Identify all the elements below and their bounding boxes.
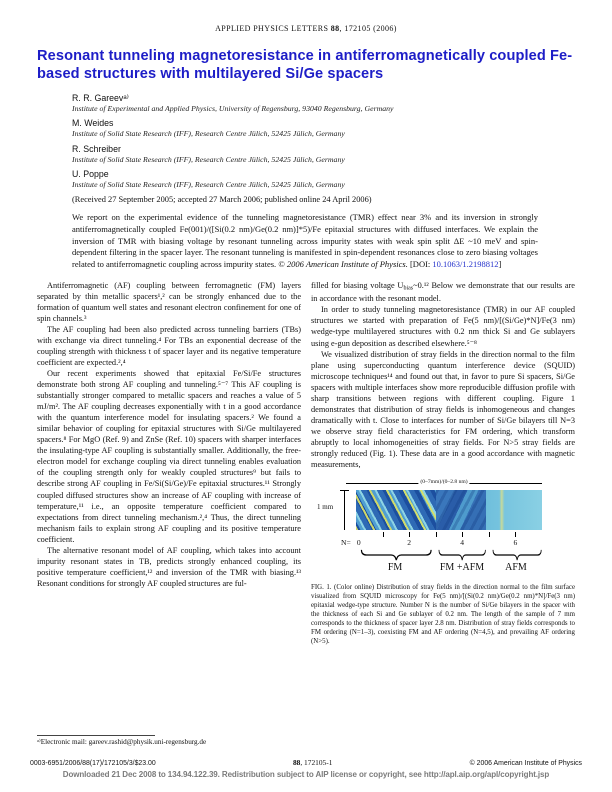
journal-name: APPLIED PHYSICS LETTERS — [215, 24, 331, 33]
squid-microscopy-image — [356, 490, 542, 530]
received-line: (Received 27 September 2005; accepted 27 March 2006; published online 24 April 2006) — [72, 195, 372, 205]
paragraph-text: filled for biasing voltage U — [311, 280, 404, 290]
abstract-text: We report on the experimental evidence of the tunneling magnetoresistance (TMR) effect near 3% and its inversion in strongly antiferromagnetically coupled Fe(001)/([Si(0.2 nm)/Ge(0.2 nm)]*5)/Fe epitaxial structures with diffused interfaces. We explain the inversion of TMR with biasing voltage by resonant tunneling across impurity states with weak spin split ΔE ~10 meV and spin-dependent filtering in the spacer layer. The resonant tunneling is manifested in spin-dependent resonances close to zero biasing voltages related to antiferromagnetic coupling across impurity states. — [72, 212, 538, 270]
paper-title: Resonant tunneling magnetoresistance in antiferromagnetically coupled Fe-based structures with multilayered Si/Ge spacers — [37, 48, 573, 82]
author-name: M. Weides — [72, 118, 114, 129]
author-affiliation: Institute of Solid State Research (IFF), Research Centre Jülich, 52425 Jülich, Germany — [72, 154, 345, 164]
axis-tick-label: 4 — [460, 537, 465, 547]
paragraph — [311, 280, 575, 305]
axis-tick-label: 0 — [356, 537, 361, 547]
figure-vertical-scalebar — [311, 490, 356, 530]
image-region-fm-afm — [436, 490, 486, 530]
page-footer — [30, 758, 582, 767]
journal-issue: , 172105 (2006) — [339, 24, 397, 33]
footer-issn: 0003-6951/2006/88(17)/172105/3/$23.00 — [30, 760, 156, 767]
paragraph: The alternative resonant model of AF coupling, which takes into account impurity resonant states in TB, predicts strongly enhanced coupling, its positive temperature coefficient,¹² and inversion of the TMR with biasing.¹³ Resonant conditions for strongly AF coupled structures are ful- — [37, 545, 301, 588]
footer-volume: 88 — [292, 758, 301, 767]
author-block — [72, 169, 575, 189]
brace-afm — [492, 549, 542, 561]
author-name: R. R. Gareevᵃ⁾ — [72, 93, 129, 103]
doi-link[interactable]: 10.1063/1.2198812 — [432, 259, 499, 270]
author-affiliation: Institute of Experimental and Applied Physics, University of Regensburg, 93040 Regensburg, Germany — [72, 103, 394, 113]
axis-tick-label: 2 — [407, 537, 412, 547]
image-region-afm — [486, 490, 542, 530]
brace-fm-afm — [438, 549, 486, 561]
author-block — [72, 144, 575, 164]
author-affiliation: Institute of Solid State Research (IFF), Research Centre Jülich, 52425 Jülich, Germany — [72, 179, 345, 189]
author-name: R. Schreiber — [72, 143, 121, 154]
axis-tick — [462, 532, 463, 537]
journal-header — [37, 24, 575, 33]
paragraph: In order to study tunneling magnetoresistance (TMR) in our AF coupled structures we started with preparation of Fe(5 nm)/[(Si/Ge)*N]/Fe(3 nm) wedge-type multilayered structures with 0.2 nm thick Si and Ge sublayers using e-gun deposition as described elsewhere.⁵⁻⁸ — [311, 305, 575, 348]
author-list — [72, 93, 575, 189]
footer-page-number — [293, 758, 332, 767]
axis-tick — [515, 532, 516, 537]
author-affiliation: Institute of Solid State Research (IFF), Research Centre Jülich, 52425 Jülich, Germany — [72, 129, 345, 139]
region-label-afm: AFM — [505, 561, 527, 573]
figure-region-labels — [356, 562, 542, 575]
figure-top-scale — [346, 479, 542, 486]
author-block — [72, 93, 575, 113]
axis-tick — [436, 532, 437, 537]
paragraph: We visualized distribution of stray fields in the direction normal to the film plane using superconducting quantum interference device (SQUID) microscope techniques¹⁴ and found out that, in favor to pure Si spacers, Si/Ge spacers with multiple interfaces show more reproducible diffusion profile with sharp transitions between regions with different coupling. Figure 1 demonstrates that distribution of stray fields is inhomogeneous and changes dramatically with t. Close to interfaces for number of Si/Ge bilayers till N=3 we observe stray field characteristics for FM ordering, which transform abruptly to local inhomogeneities of stray fields. For N>5 stray fields are strongly reduced (Fig. 1). These data are in a good accordance with magnetic measurements, — [311, 349, 575, 469]
scalebar-label: 1 mm — [317, 502, 334, 511]
footer-page-rest: , 172105-1 — [300, 758, 333, 767]
figure-axis — [341, 530, 542, 547]
brace-fm — [360, 549, 433, 561]
subscript-bias: bias — [403, 285, 414, 292]
footnote-email: ᵃ⁾Electronic mail: gareev.rashid@physik.uni-regensburg.de — [37, 738, 207, 746]
footnote-rule — [37, 735, 155, 736]
axis-tick — [489, 532, 490, 537]
two-column-body — [37, 280, 575, 710]
abstract — [72, 212, 538, 271]
download-notice: Downloaded 21 Dec 2008 to 134.94.122.39. Redistribution subject to AIP license or copyright, see http://apl.aip.org/apl/copyright.jsp — [62, 770, 550, 779]
figure-braces — [356, 549, 542, 562]
scalebar-line — [344, 490, 345, 530]
axis-tick — [383, 532, 384, 537]
axis-tick — [409, 532, 410, 537]
region-label-fm-afm: FM +AFM — [439, 561, 485, 573]
doi-label: [DOI: — [407, 259, 433, 270]
figure-caption: FIG. 1. (Color online) Distribution of stray fields in the direction normal to the film surface visualized from SQUID microscopy for Fe(5 nm)/[(Si(0.2 nm)/Ge(0.2 nm)*N]/Fe(3 nm) epitaxial wedge-type structure. Number N is the number of Si/Ge bilayers in the spacer with the thickness of each Si and Ge sublayer of 0.2 nm. The length of the sample of 7 mm corresponds to the thickness of spacer layer 2.8 nm. Distribution of stray fields corresponds to FM ordering (N=1–3), coexisting FM and AF ordering (N=4,5), and prevailing AF ordering (N>5). — [311, 583, 575, 645]
footnote-block — [37, 735, 301, 747]
paragraph: The AF coupling had been also predicted across tunneling barriers (TBs) with exchange via direct tunneling.⁴ For TBs an exponential decrease of the coupling strength with thickness t of spacer layer and its negative temperature coefficient are expected.²,⁴ — [37, 325, 301, 368]
axis-tick-label: 6 — [513, 537, 518, 547]
abstract-copyright: © 2006 American Institute of Physics. — [278, 259, 408, 270]
paragraph: Our recent experiments showed that epitaxial Fe/Si/Fe structures demonstrate both strong AF coupling and tunneling.⁵⁻⁷ This AF coupling is substantially stronger compared to metallic spacers and reaches a value of 5 mJ/m². The AF coupling decreases exponentially with t in a good accordance with the quantum interference model for insulating spacers.² We found a similar behavior of coupling for epitaxial structures with Si/Ge multilayered spacers.⁸ For MgO (Ref. 9) and ZnSe (Ref. 10) spacers with sharper interfaces the insulating-type AF coupling is substantially smaller. Additionally, the free-electron model for exchange coupling via direct tunneling enables evaluation of the coupling strength only for weakly coupled structures⁹ but fails to describe strong AF coupling in Fe/Si(Si/Ge)/Fe epitaxial structures.¹¹ Strongly coupled diffused structures show an increase of AF coupling with increase of temperature,¹¹ i.e., an opposite temperature coefficient compared to expectations from direct tunneling mechanism.²,⁴ Thus, the direct tunneling mechanism fails to explain strong AF coupling and its positive temperature coefficient. — [37, 369, 301, 544]
figure-image-row — [311, 490, 575, 530]
doi-close: ] — [498, 259, 502, 270]
figure-1 — [311, 479, 575, 647]
axis-prefix: N= — [341, 537, 351, 547]
author-block — [72, 118, 575, 138]
journal-volume: 88 — [330, 24, 340, 33]
image-region-fm — [356, 490, 436, 530]
paragraph-text: ~0.¹² Below we demonstrate that our results are in accordance with the resonant model. — [311, 280, 575, 304]
figure-scale-label: (0–7mm)/(0–2.8 nm) — [420, 479, 468, 486]
column-right — [311, 280, 575, 710]
author-name: U. Poppe — [72, 168, 109, 179]
region-label-fm: FM — [387, 561, 403, 573]
footer-copyright: © 2006 American Institute of Physics — [469, 760, 582, 767]
column-left — [37, 280, 301, 710]
paragraph: Antiferromagnetic (AF) coupling between ferromagnetic (FM) layers separated by thin metallic spacers¹,² can be strongly enhanced due to the formation of quantum well states and resonant electron confinement for one of spin channels.³ — [37, 280, 301, 323]
